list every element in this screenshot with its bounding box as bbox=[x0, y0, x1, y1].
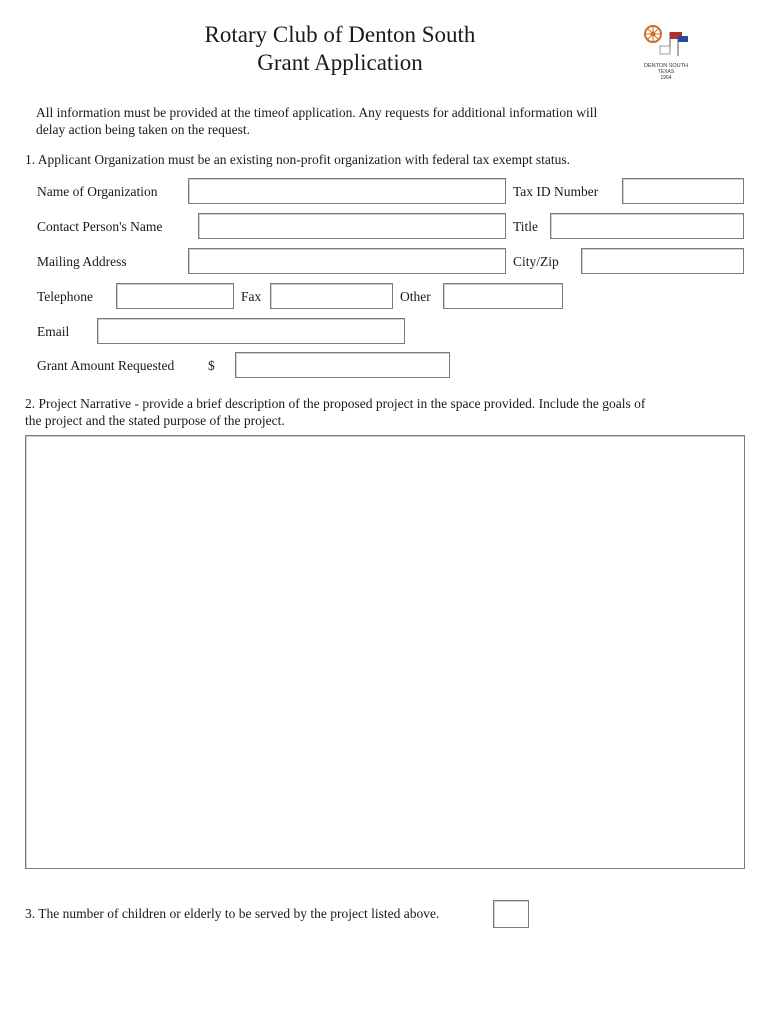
city-zip-label: City/Zip bbox=[513, 254, 559, 269]
rotary-wheel-icon bbox=[645, 26, 661, 42]
title-label: Title bbox=[513, 219, 539, 234]
telephone-label: Telephone bbox=[37, 289, 94, 304]
other-input[interactable] bbox=[443, 283, 563, 309]
fax-input[interactable] bbox=[270, 283, 393, 309]
people-served-input[interactable] bbox=[493, 900, 529, 928]
city-zip-input[interactable] bbox=[581, 248, 744, 274]
intro-line2: delay action being taken on the request. bbox=[36, 122, 251, 137]
grant-amount-input[interactable] bbox=[235, 352, 450, 378]
email-input[interactable] bbox=[97, 318, 405, 344]
contact-name-label: Contact Person's Name bbox=[37, 219, 163, 234]
mailing-address-input[interactable] bbox=[188, 248, 506, 274]
form-title-line2: Grant Application bbox=[257, 50, 423, 75]
logo-text-3: 1964 bbox=[660, 75, 672, 80]
fax-label: Fax bbox=[241, 289, 262, 304]
project-narrative-textarea[interactable] bbox=[25, 435, 745, 869]
contact-name-input[interactable] bbox=[198, 213, 506, 239]
tax-id-label: Tax ID Number bbox=[513, 184, 599, 199]
section2-heading-line1: 2. Project Narrative - provide a brief description of the proposed project in the space provided. Include the goals of bbox=[25, 396, 646, 411]
telephone-input[interactable] bbox=[116, 283, 234, 309]
rotary-logo bbox=[640, 22, 692, 80]
flags-icon bbox=[660, 32, 688, 56]
logo-text-2: TEXAS bbox=[657, 69, 675, 75]
org-name-label: Name of Organization bbox=[37, 184, 158, 199]
section2-heading-line2: the project and the stated purpose of the project. bbox=[25, 413, 285, 428]
mailing-address-label: Mailing Address bbox=[37, 254, 127, 269]
org-name-input[interactable] bbox=[188, 178, 506, 204]
dollar-sign: $ bbox=[208, 358, 215, 373]
intro-line1: All information must be provided at the timeof application. Any requests for additional information will bbox=[36, 105, 598, 120]
form-title-line1: Rotary Club of Denton South bbox=[204, 22, 476, 47]
section3-question: 3. The number of children or elderly to be served by the project listed above. bbox=[25, 906, 440, 921]
tax-id-input[interactable] bbox=[622, 178, 744, 204]
section1-heading: 1. Applicant Organization must be an existing non-profit organization with federal tax exempt status. bbox=[25, 152, 570, 167]
email-label: Email bbox=[37, 324, 70, 339]
title-input[interactable] bbox=[550, 213, 744, 239]
grant-amount-label: Grant Amount Requested bbox=[37, 358, 175, 373]
other-label: Other bbox=[400, 289, 431, 304]
logo-text-1: DENTON SOUTH bbox=[644, 63, 688, 69]
